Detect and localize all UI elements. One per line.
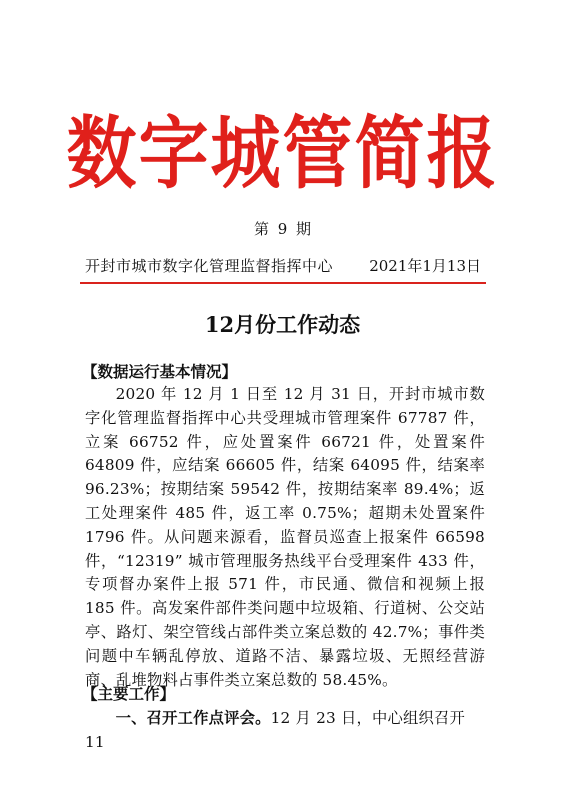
- section-heading-data: 【数据运行基本情况】: [82, 363, 238, 381]
- issue-number: 第 9 期: [253, 220, 312, 238]
- issuing-organization: 开封市城市数字化管理监督指挥中心: [85, 257, 334, 275]
- work-item-paragraph: [85, 707, 485, 755]
- work-item-lead: 一、召开工作点评会。: [115, 709, 271, 727]
- data-overview-paragraph: 2020 年 12 月 1 日至 12 月 31 日，开封市城市数字化管理监督指挥中心共受理城市管理案件 67787 件，立案 66752 件，应处置案件 66721 件，处置案件 64809 件，应结案 66605 件，结案 64095 件，结案率 96.23%；按期结案 59542 件，按期结案率 89.4%；返工处理案件 485 件，返工率 0.75%；超期未处置案件 1796 件。从问题来源看，监督员巡查上报案件 66598 件，“12319” 城市管理服务热线平台受理案件 433 件，专项督办案件上报 571 件，市民通、微信和视频上报 185 件。高发案件部件类问题中垃圾箱、行道树、公交站亭、路灯、架空管线占部件类立案总数的 42.7%；事件类问题中车辆乱停放、道路不洁、暴露垃圾、无照经营游商、乱堆物料占事件类立案总数的 58.45%。: [85, 385, 485, 689]
- work-item-text: 12 月 23 日，中心组织召开 11: [85, 709, 465, 751]
- issue-date: 2021年1月13日: [369, 257, 481, 275]
- red-divider: [80, 282, 486, 284]
- article-title: 12月份工作动态: [204, 312, 361, 337]
- section-heading-work: 【主要工作】: [82, 685, 176, 703]
- masthead-title: 数字城管简报: [66, 107, 499, 200]
